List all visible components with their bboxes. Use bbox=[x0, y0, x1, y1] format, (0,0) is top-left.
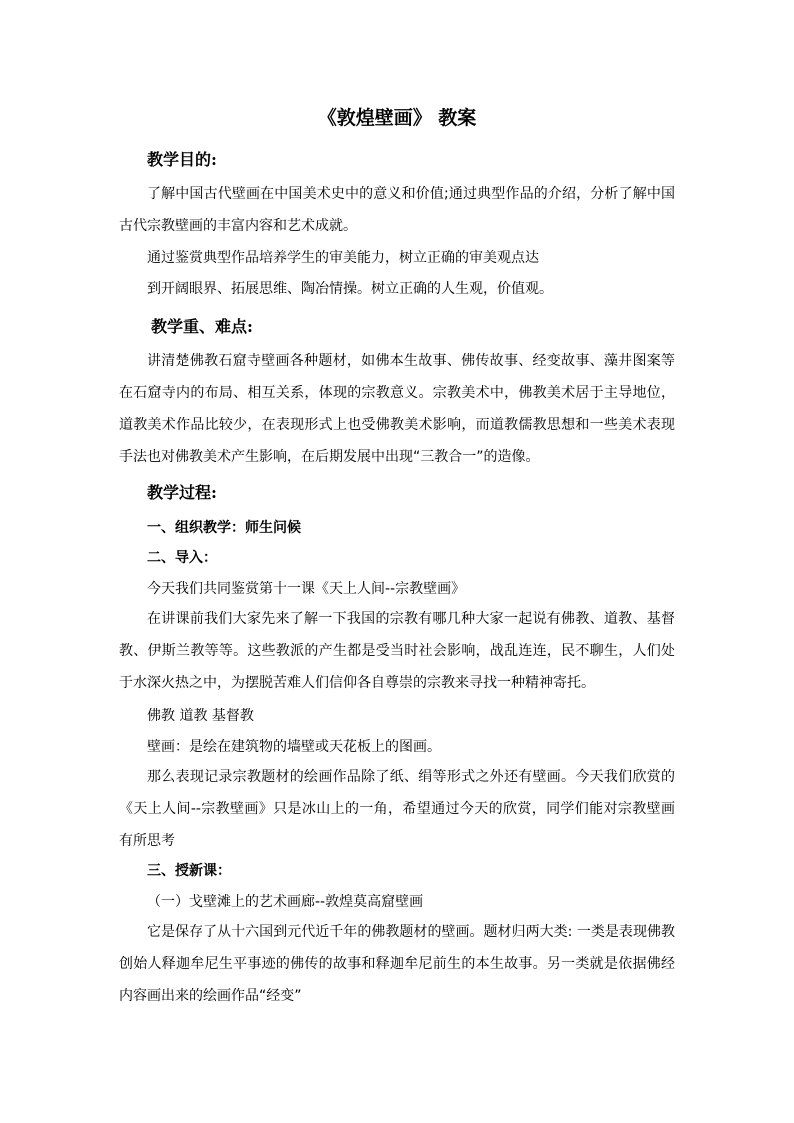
process-step-1: 一、组织教学：师生问候 bbox=[147, 520, 301, 536]
religions-list: 佛教 道教 基督教 bbox=[147, 708, 254, 724]
process-step-2: 二、导入： bbox=[147, 550, 217, 566]
key-points-paragraph: 讲清楚佛教石窟寺壁画各种题材，如佛本生故事、佛传故事、经变故事、藻井图案等在石窟寺内的布局、相互关系，体现的宗教意义。宗教美术中，佛教美术居于主导地位，道教美术作品比较少，在表现形式上也受佛教美术影响，而道教儒教思想和一些美术表现手法也对佛教美术产生影响，在后期发展中出现“三教合一”的造像。 bbox=[119, 353, 675, 465]
intro-line-1: 今天我们共同鉴赏第十一课《天上人间--宗教壁画》 bbox=[147, 581, 466, 597]
objectives-line-3: 到开阔眼界、拓展思维、陶冶情操。树立正确的人生观，价值观。 bbox=[147, 281, 553, 297]
key-points-heading: 教学重、难点: bbox=[151, 317, 253, 336]
subsection-1-paragraph: 它是保存了从十六国到元代近千年的佛教题材的壁画。题材归两大类: 一类是表现佛教创始人释迦牟尼生平事迹的佛传的故事和释迦牟尼前生的本生故事。另一类就是依据佛经内容画出来的绘画作品“经变” bbox=[119, 924, 675, 1004]
document-title: 《敦煌壁画》 教案 bbox=[317, 107, 477, 129]
objectives-paragraph: 了解中国古代壁画在中国美术史中的意义和价值;通过典型作品的介绍，分析了解中国古代宗教壁画的丰富内容和艺术成就。 bbox=[119, 186, 675, 234]
intro-paragraph-2: 在讲课前我们大家先来了解一下我国的宗教有哪几种大家一起说有佛教、道教、基督教、伊斯兰教等等。这些教派的产生都是受当时社会影响，战乱连连，民不聊生，人们处于水深火热之中，为摆脱苦难人们信仰各自尊崇的宗教来寻找一种精神寄托。 bbox=[119, 611, 675, 691]
intro-paragraph-3: 那么表现记录宗教题材的绘画作品除了纸、绢等形式之外还有壁画。今天我们欣赏的《天上人间--宗教壁画》只是冰山上的一角，希望通过今天的欣赏，同学们能对宗教壁画有所思考 bbox=[119, 769, 675, 849]
mural-definition: 壁画：是绘在建筑物的墙壁或天花板上的图画。 bbox=[147, 739, 441, 755]
objectives-line-2: 通过鉴赏典型作品培养学生的审美能力，树立正确的审美观点达 bbox=[147, 250, 539, 266]
process-step-3: 三、授新课： bbox=[147, 863, 231, 879]
process-heading: 教学过程: bbox=[147, 483, 217, 502]
subsection-1-heading: （一）戈壁滩上的艺术画廊--敦煌莫高窟壁画 bbox=[147, 894, 424, 910]
objectives-heading: 教学目的: bbox=[147, 150, 217, 169]
